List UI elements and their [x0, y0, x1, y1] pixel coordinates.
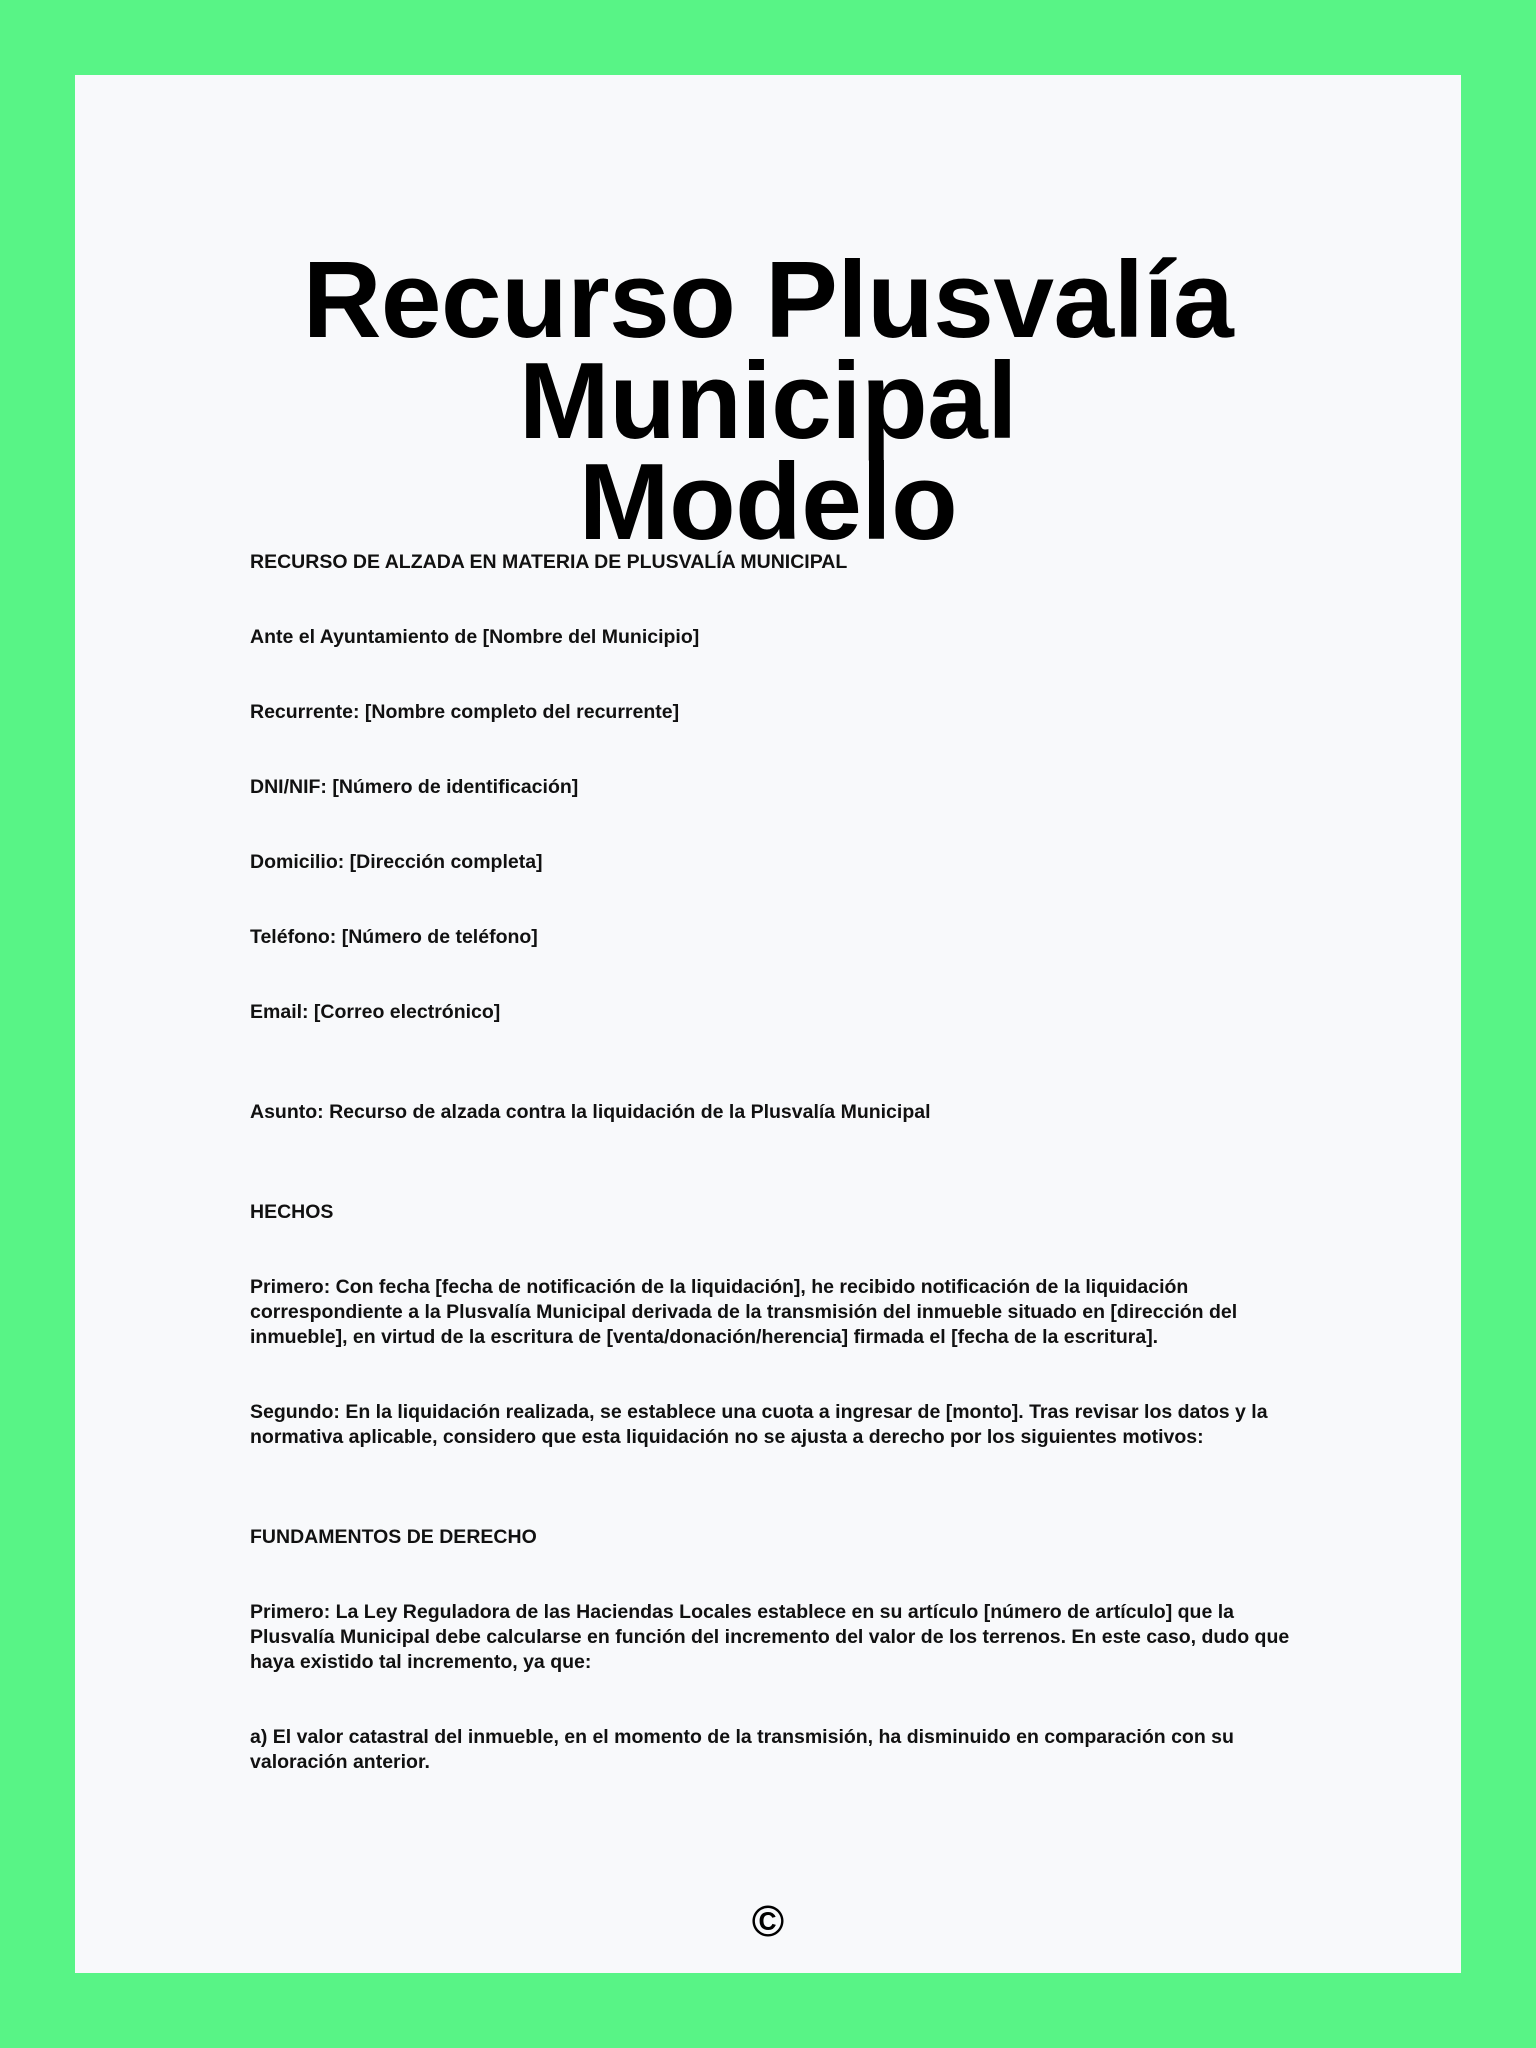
domicilio-line: Domicilio: [Dirección completa] — [250, 851, 543, 873]
email-line: Email: [Correo electrónico] — [250, 1001, 501, 1023]
hechos-heading: HECHOS — [250, 1201, 334, 1223]
copyright-symbol: © — [751, 1897, 785, 1946]
addressee-line: Ante el Ayuntamiento de [Nombre del Municipio] — [250, 626, 700, 648]
hechos-segundo: Segundo: En la liquidación realizada, se establece una cuota a ingresar de [monto]. Tras revisar los datos y la normativa aplicable, considero que esta liquidación no se ajusta a derecho por los siguientes motivos: — [250, 1401, 1268, 1448]
title-line-1: Recurso Plusvalía Municipal — [302, 239, 1234, 462]
asunto-line: Asunto: Recurso de alzada contra la liquidación de la Plusvalía Municipal — [250, 1101, 931, 1123]
document-heading: RECURSO DE ALZADA EN MATERIA DE PLUSVALÍA MUNICIPAL — [250, 551, 848, 573]
fundamentos-a: a) El valor catastral del inmueble, en el momento de la transmisión, ha disminuido en comparación con su valoración anterior. — [250, 1726, 1234, 1773]
document-page — [75, 75, 1461, 1973]
title-line-2: Modelo — [578, 441, 958, 563]
fundamentos-heading: FUNDAMENTOS DE DERECHO — [250, 1526, 537, 1548]
recurrente-line: Recurrente: [Nombre completo del recurrente] — [250, 701, 680, 723]
telefono-line: Teléfono: [Número de teléfono] — [250, 926, 538, 948]
fundamentos-primero: Primero: La Ley Reguladora de las Haciendas Locales establece en su artículo [número de artículo] que la Plusvalía Municipal debe calcularse en función del incremento del valor de los terrenos. En este caso, dudo que haya existido tal incremento, ya que: — [250, 1601, 1290, 1673]
dni-line: DNI/NIF: [Número de identificación] — [250, 776, 579, 798]
hechos-primero: Primero: Con fecha [fecha de notificación de la liquidación], he recibido notificación de la liquidación correspondiente a la Plusvalía Municipal derivada de la transmisión del inmueble situado en [dirección del inmueble], en virtud de la escritura de [venta/donación/herencia] firmada el [fecha de la escritura]. — [250, 1276, 1238, 1348]
